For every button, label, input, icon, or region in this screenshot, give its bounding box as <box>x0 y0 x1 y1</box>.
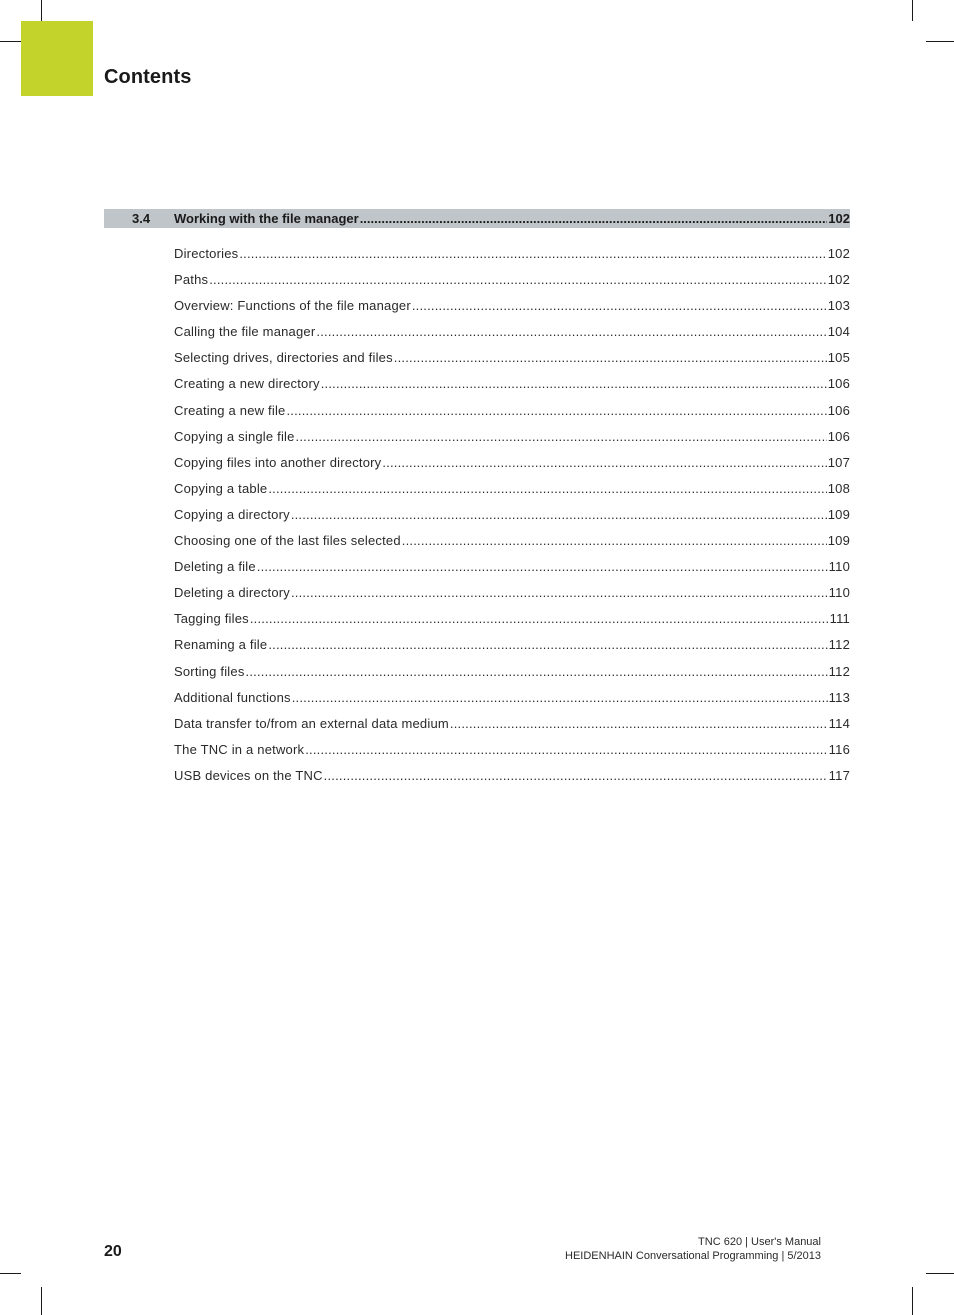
toc-entry[interactable] <box>174 376 850 402</box>
toc-entry[interactable] <box>174 481 850 507</box>
toc-entry-page: 117 <box>828 767 850 783</box>
leader-dots <box>382 455 826 470</box>
toc-entry-page: 116 <box>828 741 850 757</box>
chapter-accent-block <box>21 21 93 96</box>
leader-dots <box>316 324 826 339</box>
toc-entry[interactable] <box>174 298 850 324</box>
toc-entry-page: 113 <box>828 689 850 705</box>
leader-dots <box>250 611 829 626</box>
toc-entry-title: Deleting a directory <box>174 585 290 601</box>
toc-entry-title: Creating a new directory <box>174 376 320 392</box>
toc-entry[interactable] <box>174 272 850 298</box>
toc-entry[interactable] <box>174 455 850 481</box>
toc-entry-title: Deleting a file <box>174 559 256 575</box>
footer-info <box>565 1235 821 1263</box>
toc-entry[interactable] <box>174 350 850 376</box>
toc-entry-page: 105 <box>827 350 850 366</box>
toc-entry-page: 114 <box>828 715 850 731</box>
section-number: 3.4 <box>132 211 151 226</box>
leader-dots <box>292 690 828 705</box>
toc-entry-title: Renaming a file <box>174 637 268 653</box>
toc-entry-title: Paths <box>174 272 209 288</box>
toc-entry-page: 106 <box>827 402 850 418</box>
crop-mark-bottom-left-vertical <box>41 1287 42 1315</box>
toc-entry[interactable] <box>174 507 850 533</box>
page-title: Contents <box>104 66 192 88</box>
leader-dots <box>402 533 827 548</box>
toc-entry-title: Overview: Functions of the file manager <box>174 298 411 314</box>
toc-entry-page: 108 <box>827 480 850 496</box>
toc-entry-title: Creating a new file <box>174 402 286 418</box>
toc-entry-page: 110 <box>828 585 850 601</box>
toc-entry[interactable] <box>174 559 850 585</box>
leader-dots <box>450 716 828 731</box>
leader-dots <box>412 298 827 313</box>
leader-dots <box>246 664 828 679</box>
toc-section-heading[interactable] <box>104 209 850 228</box>
toc-entry[interactable] <box>174 768 850 794</box>
crop-mark-top-left-vertical <box>41 0 42 21</box>
toc-entry-page: 102 <box>827 272 850 288</box>
leader-dots <box>296 429 827 444</box>
leader-dots <box>324 768 828 783</box>
toc-entry-title: Copying a directory <box>174 506 290 522</box>
leader-dots <box>286 403 826 418</box>
crop-mark-top-right-vertical <box>912 0 913 21</box>
toc-entry-page: 112 <box>828 637 850 653</box>
toc-entry-page: 103 <box>827 298 850 314</box>
toc-entry-page: 109 <box>827 533 850 549</box>
toc-entry[interactable] <box>174 637 850 663</box>
toc-entry-page: 107 <box>827 454 850 470</box>
toc-list <box>174 246 850 794</box>
section-title: Working with the file manager <box>174 211 359 226</box>
toc-entry-title: USB devices on the TNC <box>174 767 323 783</box>
toc-entry-page: 109 <box>827 506 850 522</box>
footer-manual-title: TNC 620 | User's Manual <box>698 1236 821 1248</box>
crop-mark-bottom-right-horizontal <box>926 1273 954 1274</box>
footer-publisher-line: HEIDENHAIN Conversational Programming | 5/2013 <box>565 1250 821 1262</box>
toc-entry-title: Data transfer to/from an external data medium <box>174 715 449 731</box>
toc-entry-title: Calling the file manager <box>174 324 316 340</box>
toc-entry[interactable] <box>174 403 850 429</box>
toc-entry-page: 102 <box>827 246 850 261</box>
leader-dots <box>321 376 827 391</box>
toc-entry[interactable] <box>174 246 850 272</box>
toc-entry[interactable] <box>174 664 850 690</box>
leader-dots <box>291 507 827 522</box>
leader-dots <box>305 742 827 757</box>
toc-entry-title: Selecting drives, directories and files <box>174 350 393 366</box>
leader-dots <box>291 585 828 600</box>
toc-entry-title: Copying a single file <box>174 428 295 444</box>
crop-mark-top-left-horizontal <box>0 41 21 42</box>
toc-entry-page: 106 <box>827 376 850 392</box>
toc-entry[interactable] <box>174 611 850 637</box>
leader-dots <box>239 246 826 261</box>
toc-entry-title: Tagging files <box>174 611 249 627</box>
toc-entry[interactable] <box>174 690 850 716</box>
toc-entry-page: 112 <box>828 663 850 679</box>
page-number: 20 <box>104 1243 122 1260</box>
toc-entry[interactable] <box>174 716 850 742</box>
leader-dots <box>394 350 827 365</box>
toc-entry[interactable] <box>174 742 850 768</box>
toc-entry[interactable] <box>174 585 850 611</box>
toc-entry-title: The TNC in a network <box>174 741 305 757</box>
leader-dots <box>209 272 826 287</box>
leader-dots <box>257 559 828 574</box>
leader-dots <box>360 211 828 226</box>
toc-entry-page: 110 <box>828 559 850 575</box>
crop-mark-bottom-right-vertical <box>912 1287 913 1315</box>
leader-dots <box>268 637 827 652</box>
toc-entry-title: Copying a table <box>174 480 268 496</box>
crop-mark-bottom-left-horizontal <box>0 1273 21 1274</box>
toc-entry-title: Sorting files <box>174 663 245 679</box>
toc-entry[interactable] <box>174 324 850 350</box>
toc-entry[interactable] <box>174 429 850 455</box>
crop-mark-top-right-horizontal <box>926 41 954 42</box>
leader-dots <box>268 481 826 496</box>
toc-entry[interactable] <box>174 533 850 559</box>
toc-entry-title: Additional functions <box>174 689 291 705</box>
toc-entry-title: Copying files into another directory <box>174 454 382 470</box>
toc-entry-title: Directories <box>174 246 239 261</box>
toc-entry-page: 106 <box>827 428 850 444</box>
section-page: 102 <box>828 211 850 226</box>
toc-entry-page: 104 <box>827 324 850 340</box>
section-title-row <box>174 211 850 226</box>
toc-entry-page: 111 <box>829 611 850 627</box>
toc-entry-title: Choosing one of the last files selected <box>174 533 401 549</box>
